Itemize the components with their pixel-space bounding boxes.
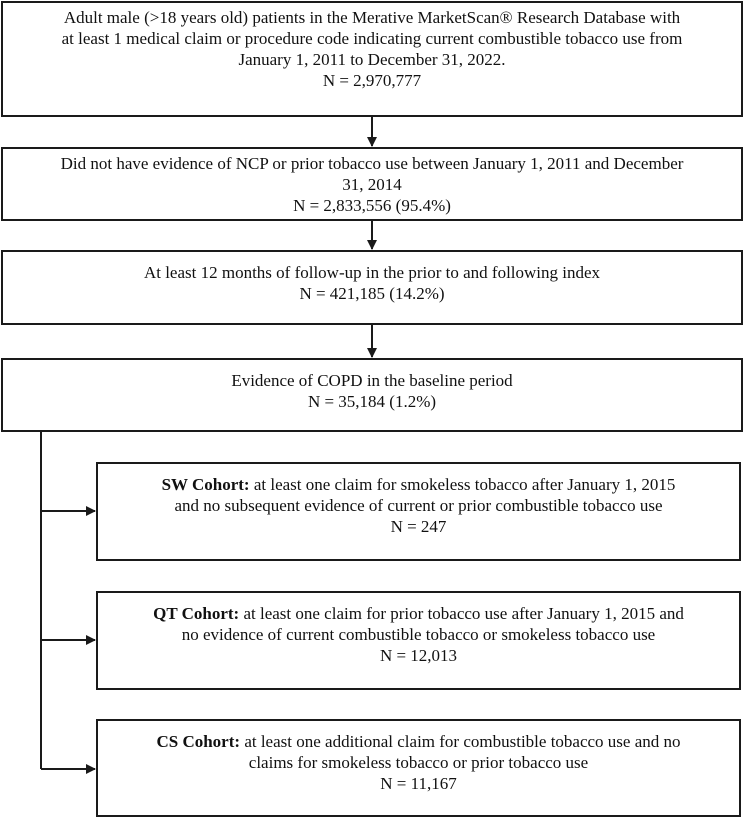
step1-count: N = 2,970,777 (322, 71, 422, 90)
sw-cohort-line2: and no subsequent evidence of current or prior combustible tobacco use (174, 496, 663, 515)
step3-line1: At least 12 months of follow-up in the prior to and following index (143, 263, 601, 282)
qt-cohort-line1 (98, 603, 739, 624)
cs-cohort-count: N = 11,167 (380, 774, 457, 793)
step4-count: N = 35,184 (1.2%) (307, 392, 437, 411)
cs-cohort-line2: claims for smokeless tobacco or prior tobacco use (248, 753, 589, 772)
step1-line3: January 1, 2011 to December 31, 2022. (238, 50, 506, 69)
qt-cohort-count: N = 12,013 (379, 646, 458, 665)
cohort-box-cs (96, 719, 741, 817)
qt-cohort-line2: no evidence of current combustible tobacco or smokeless tobacco use (181, 625, 656, 644)
sw-cohort-count: N = 247 (390, 517, 447, 536)
step-box-no-prior-use (1, 147, 743, 221)
step3-count: N = 421,185 (14.2%) (299, 284, 445, 303)
sw-cohort-line1 (98, 474, 739, 495)
step1-line1: Adult male (>18 years old) patients in the Merative MarketScan® Research Database with (63, 8, 681, 27)
qt-cohort-label: QT Cohort: (153, 604, 240, 623)
sw-cohort-label: SW Cohort: (161, 475, 250, 494)
sw-cohort-line1-text: at least one claim for smokeless tobacco after January 1, 2015 (249, 475, 676, 494)
cohort-box-sw (96, 462, 741, 561)
step-box-copd-evidence (1, 358, 743, 432)
cs-cohort-line1-text: at least one additional claim for combustible tobacco use and no (240, 732, 681, 751)
cohort-box-qt (96, 591, 741, 690)
step2-line1: Did not have evidence of NCP or prior tobacco use between January 1, 2011 and December (60, 154, 684, 173)
step-box-follow-up (1, 250, 743, 325)
cs-cohort-line1 (98, 731, 739, 752)
qt-cohort-line1-text: at least one claim for prior tobacco use after January 1, 2015 and (239, 604, 684, 623)
step4-line1: Evidence of COPD in the baseline period (231, 371, 513, 390)
step2-line2: 31, 2014 (342, 175, 402, 194)
step2-count: N = 2,833,556 (95.4%) (293, 196, 451, 215)
cs-cohort-label: CS Cohort: (156, 732, 241, 751)
step-box-initial-population (1, 1, 743, 117)
step1-line2: at least 1 medical claim or procedure code indicating current combustible tobacco use from (61, 29, 683, 48)
